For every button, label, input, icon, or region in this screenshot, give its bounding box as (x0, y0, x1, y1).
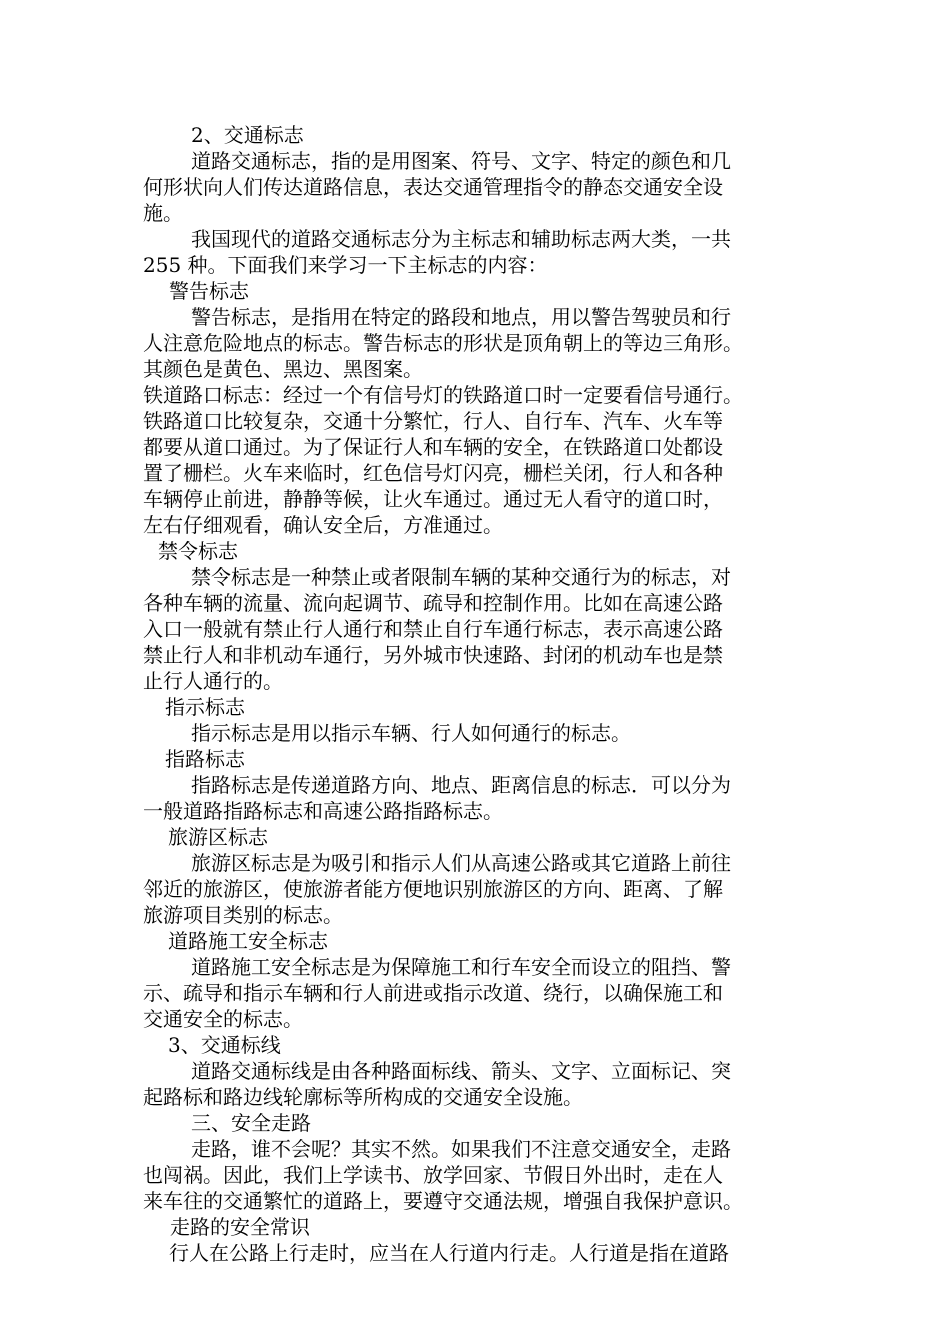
paragraph-line: 邻近的旅游区，使旅游者能方便地识别旅游区的方向、距离、了解 (143, 877, 723, 901)
paragraph-line: 一般道路指路标志和高速公路指路标志。 (143, 799, 503, 823)
paragraph-line: 其颜色是黄色、黑边、黑图案。 (143, 357, 423, 381)
paragraph-line: 示、疏导和指示车辆和行人前进或指示改道、绕行，以确保施工和 (143, 981, 723, 1005)
paragraph-line: 旅游项目类别的标志。 (143, 903, 343, 927)
paragraph-line: 禁令标志是一种禁止或者限制车辆的某种交通行为的标志，对 (191, 565, 731, 589)
subheading-construction-signs: 道路施工安全标志 (168, 929, 328, 953)
subheading-guide-signs: 指路标志 (165, 747, 245, 771)
paragraph-line: 我国现代的道路交通标志分为主标志和辅助标志两大类，一共 (191, 227, 731, 251)
paragraph-line: 走路，谁不会呢？其实不然。如果我们不注意交通安全，走路 (191, 1137, 731, 1161)
paragraph-line: 何形状向人们传达道路信息，表达交通管理指令的静态交通安全设 (143, 175, 723, 199)
paragraph-line: 施。 (143, 201, 183, 225)
paragraph-line: 车辆停止前进，静静等候，让火车通过。通过无人看守的道口时， (143, 487, 723, 511)
paragraph-line: 来车往的交通繁忙的道路上，要遵守交通法规，增强自我保护意识。 (143, 1189, 743, 1213)
paragraph-line: 255 种。下面我们来学习一下主标志的内容： (143, 253, 548, 277)
subheading-prohibition-signs: 禁令标志 (158, 539, 238, 563)
paragraph-line: 道路交通标志，指的是用图案、符号、文字、特定的颜色和几 (191, 149, 731, 173)
subheading-walking-safety-tips: 走路的安全常识 (170, 1215, 310, 1239)
paragraph-line: 道路施工安全标志是为保障施工和行车安全而设立的阻挡、警 (191, 955, 731, 979)
document-body (143, 122, 815, 1266)
paragraph-line: 左右仔细观看，确认安全后，方准通过。 (143, 513, 503, 537)
section-heading-safe-walking: 三、安全走路 (191, 1111, 311, 1135)
paragraph-line: 入口一般就有禁止行人通行和禁止自行车通行标志，表示高速公路 (143, 617, 723, 641)
section-heading-traffic-markings: 3、交通标线 (168, 1033, 281, 1057)
paragraph-line: 旅游区标志是为吸引和指示人们从高速公路或其它道路上前往 (191, 851, 731, 875)
paragraph-line: 也闯祸。因此，我们上学读书、放学回家、节假日外出时，走在人 (143, 1163, 723, 1187)
paragraph-line: 各种车辆的流量、流向起调节、疏导和控制作用。比如在高速公路 (143, 591, 723, 615)
paragraph-line: 行人在公路上行走时，应当在人行道内行走。人行道是指在道路 (169, 1241, 729, 1265)
paragraph-line: 铁路道口比较复杂，交通十分繁忙，行人、自行车、汽车、火车等 (143, 409, 723, 433)
paragraph-line: 置了栅栏。火车来临时，红色信号灯闪亮，栅栏关闭，行人和各种 (143, 461, 723, 485)
section-heading-traffic-signs: 2、交通标志 (191, 123, 304, 147)
paragraph-line: 指路标志是传递道路方向、地点、距离信息的标志．可以分为 (191, 773, 731, 797)
subheading-indication-signs: 指示标志 (165, 695, 245, 719)
paragraph-line: 人注意危险地点的标志。警告标志的形状是顶角朝上的等边三角形。 (143, 331, 743, 355)
paragraph-line: 道路交通标线是由各种路面标线、箭头、文字、立面标记、突 (191, 1059, 731, 1083)
paragraph-line: 交通安全的标志。 (143, 1007, 303, 1031)
paragraph-line: 起路标和路边线轮廓标等所构成的交通安全设施。 (143, 1085, 583, 1109)
paragraph-line: 禁止行人和非机动车通行，另外城市快速路、封闭的机动车也是禁 (143, 643, 723, 667)
paragraph-line: 警告标志，是指用在特定的路段和地点，用以警告驾驶员和行 (191, 305, 731, 329)
subheading-tourist-area-signs: 旅游区标志 (168, 825, 268, 849)
paragraph-line: 止行人通行的。 (143, 669, 283, 693)
paragraph-line: 指示标志是用以指示车辆、行人如何通行的标志。 (191, 721, 631, 745)
paragraph-line: 都要从道口通过。为了保证行人和车辆的安全，在铁路道口处都设 (143, 435, 723, 459)
paragraph-line: 铁道路口标志：经过一个有信号灯的铁路道口时一定要看信号通行。 (143, 383, 743, 407)
subheading-warning-signs: 警告标志 (169, 279, 249, 303)
